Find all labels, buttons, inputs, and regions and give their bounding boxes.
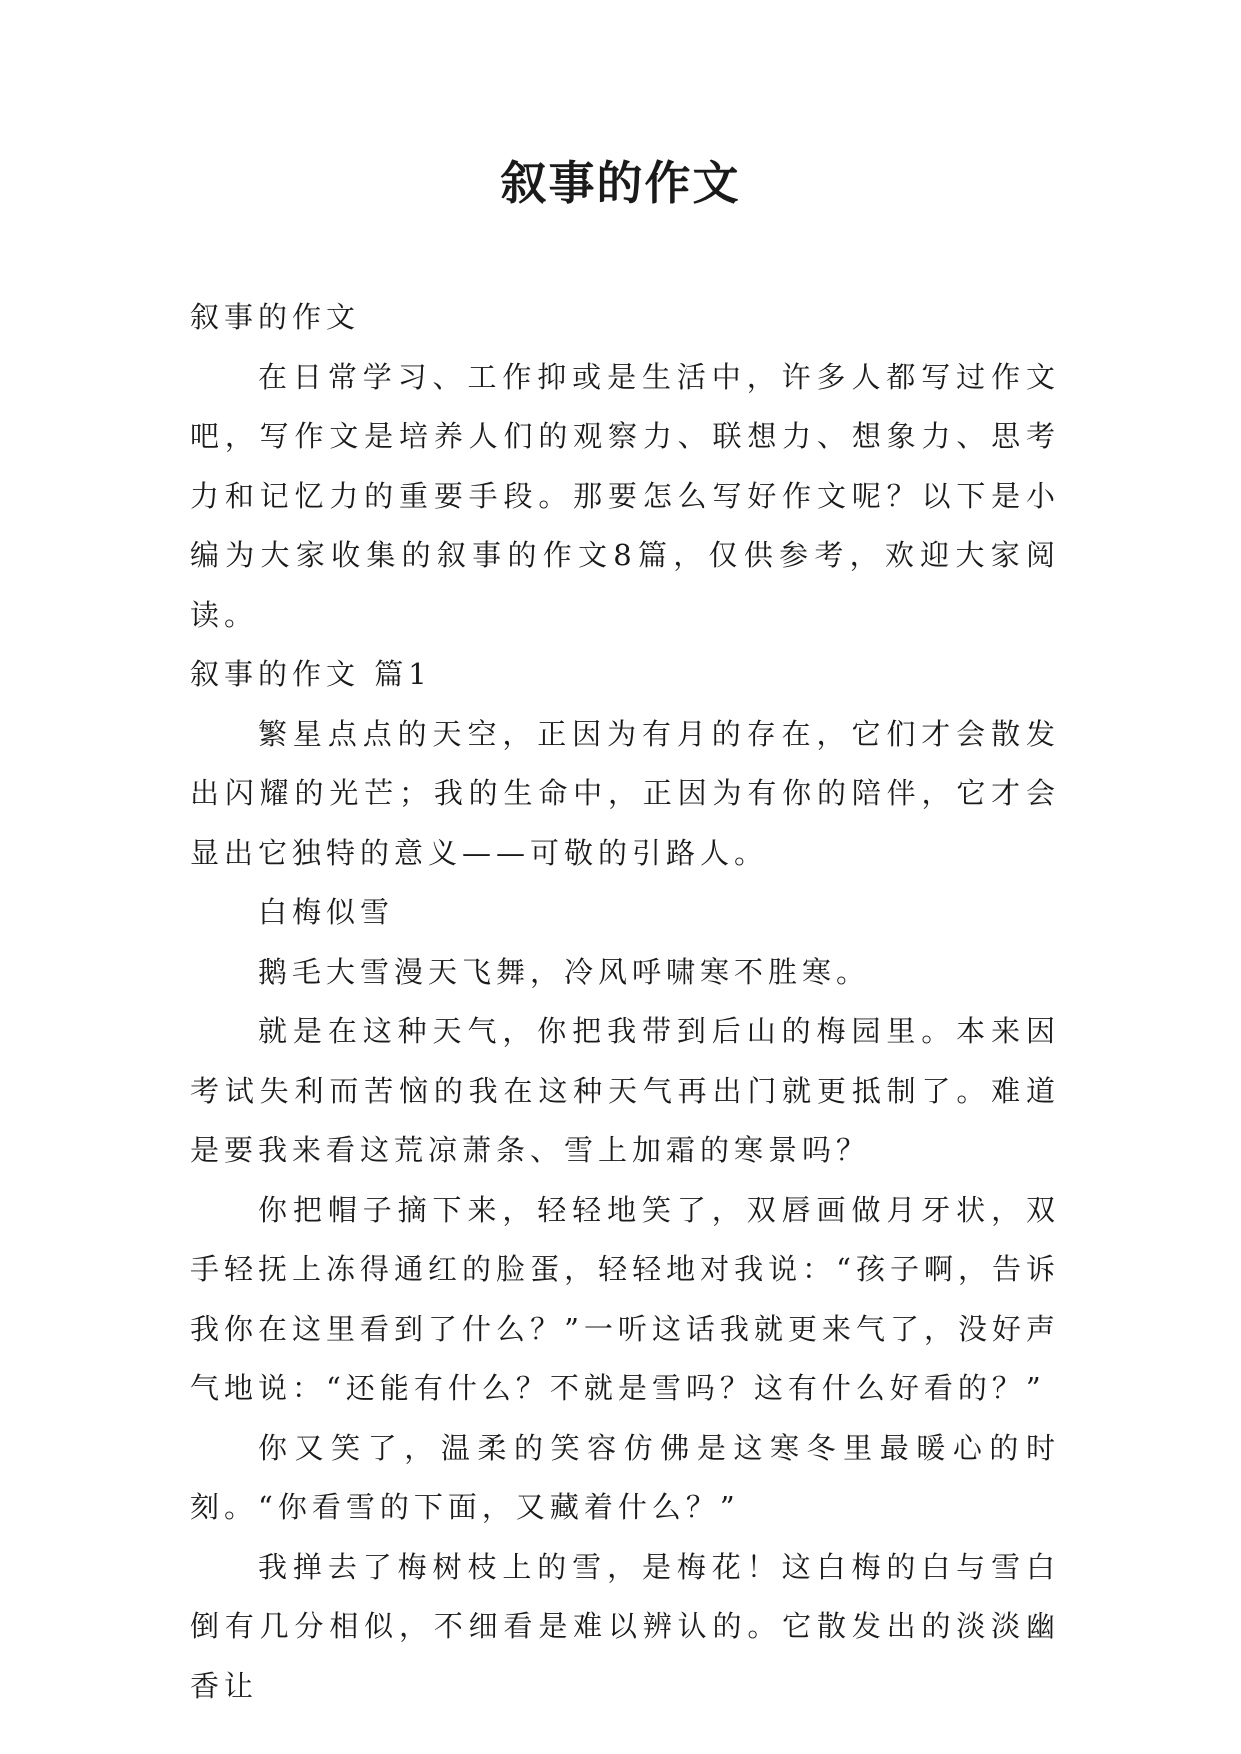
body-paragraph: 白梅似雪	[258, 895, 395, 929]
body-paragraph: 鹅毛大雪漫天飞舞，冷风呼啸寒不胜寒。	[258, 954, 871, 989]
document-title: 叙事的作文	[500, 156, 741, 210]
body-paragraph: 就是在这种天气，你把我带到后山的梅园里。本来因考试失利而苦恼的我在这种天气再出门就更抵制了。难道是要我来看这荒凉萧条、雪上加霜的寒景吗？	[190, 1014, 1060, 1167]
body-paragraph: 你又笑了，温柔的笑容仿佛是这寒冬里最暖心的时刻。“你看雪的下面，又藏着什么？”	[190, 1430, 1060, 1524]
body-paragraph: 你把帽子摘下来，轻轻地笑了，双唇画做月牙状，双手轻抚上冻得通红的脸蛋，轻轻地对我说：“孩子啊，告诉我你在这里看到了什么？”一听这话我就更来气了，没好声气地说：“还能有什么？不就是雪吗？这有什么好看的？”	[190, 1192, 1060, 1405]
body-paragraph: 我掸去了梅树枝上的雪，是梅花！这白梅的白与雪白倒有几分相似，不细看是难以辨认的。它散发出的淡淡幽香让	[190, 1549, 1060, 1703]
document-body	[190, 288, 1060, 1716]
document-subtitle: 叙事的作文	[190, 300, 361, 334]
body-paragraph: 繁星点点的天空，正因为有月的存在，它们才会散发出闪耀的光芒；我的生命中，正因为有你的陪伴，它才会显出它独特的意义——可敬的引路人。	[190, 716, 1060, 870]
intro-paragraph: 在日常学习、工作抑或是生活中，许多人都写过作文吧，写作文是培养人们的观察力、联想力、想象力、思考力和记忆力的重要手段。那要怎么写好作文呢？以下是小编为大家收集的叙事的作文8篇，仅供参考，欢迎大家阅读。	[190, 359, 1060, 632]
section-heading: 叙事的作文 篇1	[190, 657, 432, 691]
